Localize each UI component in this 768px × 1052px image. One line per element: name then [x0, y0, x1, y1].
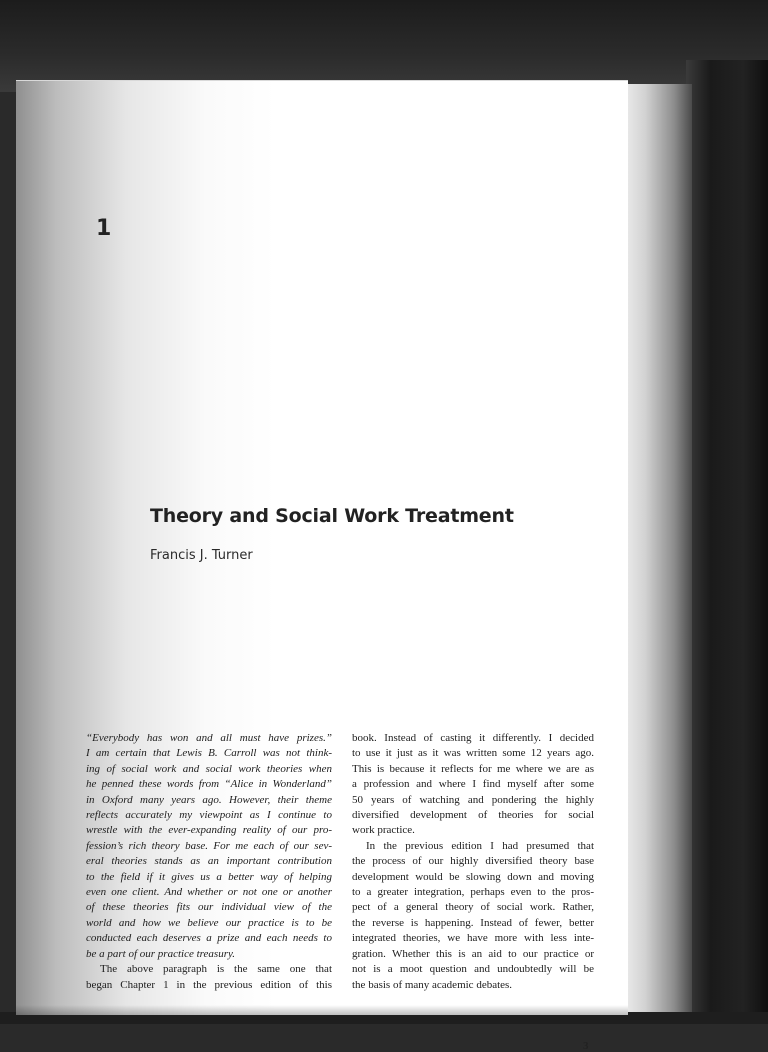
- text-line: book. Instead of casting it differently. I decided: [352, 732, 594, 744]
- text-line: in Oxford many years ago. However, their theme: [86, 793, 332, 806]
- text-line: I am certain that Lewis B. Carroll was not think-: [86, 747, 332, 760]
- body-paragraph: [86, 962, 332, 993]
- epigraph: [86, 731, 332, 962]
- text-line: eral theories stands as an important contribution: [86, 855, 332, 868]
- text-line: conducted each deserves a prize and each needs to: [86, 932, 332, 945]
- text-line: gration. Whether this is an aid to our practice or: [352, 947, 594, 960]
- text-line: world and how we believe our practice is to be: [86, 916, 332, 929]
- text-line: even one client. And whether or not one or another: [86, 886, 332, 899]
- body-paragraph: [352, 839, 594, 993]
- body-paragraph: [352, 731, 594, 839]
- text-line: reflects accurately my viewpoint as I continue to: [86, 809, 332, 822]
- text-line: of these theories fits our individual view of the: [86, 901, 332, 914]
- chapter-title: Theory and Social Work Treatment: [150, 505, 514, 527]
- text-line: ing of social work and social work theories when: [86, 762, 332, 775]
- text-line: to a greater integration, perhaps even to the pros-: [352, 886, 594, 899]
- scan-background-top: [0, 0, 768, 92]
- text-line: a profession and where I find myself after some: [352, 778, 594, 791]
- right-column: [352, 731, 594, 993]
- text-line: the basis of many academic debates.: [352, 978, 513, 991]
- text-line: wrestle with the ever-expanding reality of our pro-: [86, 824, 332, 837]
- book-page-edges: [620, 84, 692, 1014]
- text-line: “Everybody has won and all must have prizes.”: [86, 732, 332, 744]
- text-line: he penned these words from “Alice in Wonderland”: [86, 778, 332, 791]
- text-line: work practice.: [352, 824, 415, 837]
- chapter-number: 1: [96, 216, 112, 241]
- scan-background-right: [686, 60, 768, 1024]
- chapter-author: Francis J. Turner: [150, 548, 253, 563]
- book-page: [16, 80, 628, 1052]
- text-line: fession’s rich theory base. For me each of our sev-: [86, 839, 332, 852]
- text-line: to use it just as it was written some 12 years ago.: [352, 747, 594, 760]
- text-line: 50 years of watching and pondering the highly: [352, 793, 594, 806]
- text-line: the process of our highly diversified theory base: [352, 855, 594, 868]
- text-line: the reverse is happening. Instead of fewer, better: [352, 916, 594, 929]
- text-line: In the previous edition I had presumed that: [366, 839, 594, 852]
- page-number: 3: [583, 1040, 589, 1052]
- text-line: development would be slowing down and moving: [352, 870, 594, 883]
- text-line: integrated theories, we have more with less inte-: [352, 932, 594, 945]
- text-line: to the field if it gives us a better way of helping: [86, 870, 332, 883]
- text-line: not is a moot question and undoubtedly will be: [352, 963, 594, 976]
- text-line: be a part of our practice treasury.: [86, 947, 235, 960]
- text-line: began Chapter 1 in the previous edition of this: [86, 978, 332, 991]
- text-line: This is because it reflects for me where we are as: [352, 762, 594, 775]
- text-line: The above paragraph is the same one that: [100, 963, 332, 976]
- left-column: [86, 731, 332, 993]
- text-line: pect of a general theory of social work. Rather,: [352, 901, 594, 914]
- text-line: diversified development of theories for social: [352, 809, 594, 822]
